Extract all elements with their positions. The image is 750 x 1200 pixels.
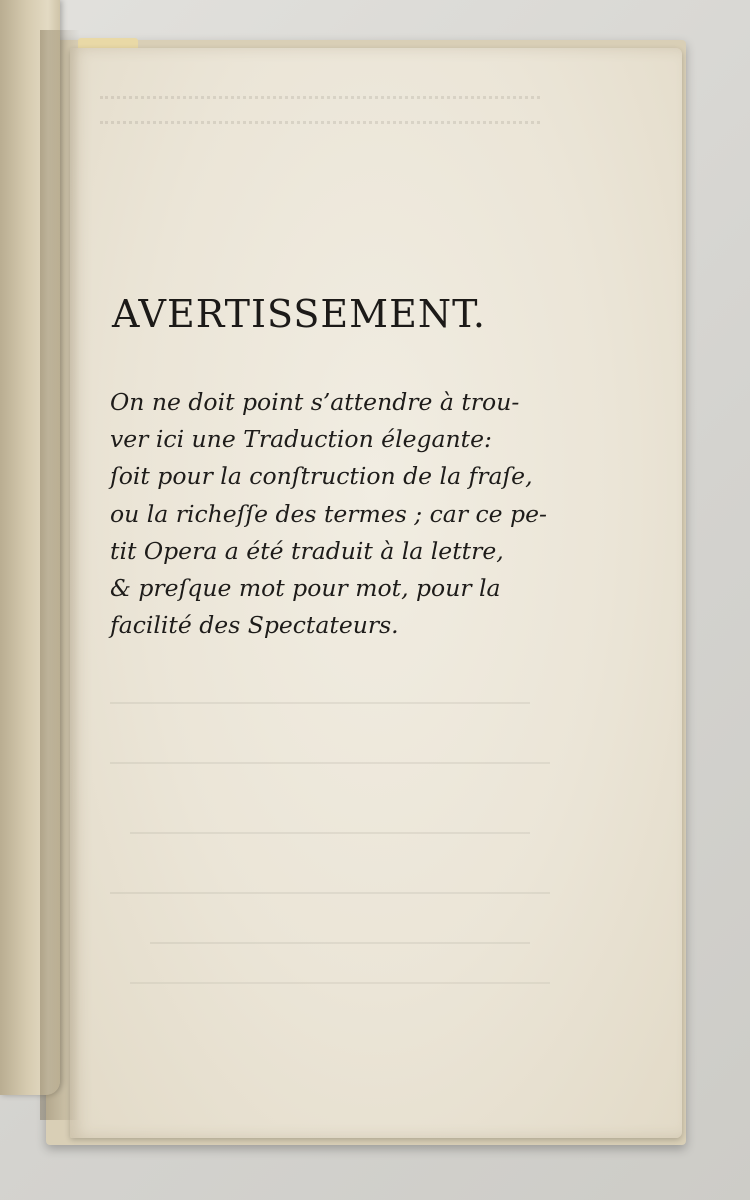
show-through-rule: [130, 818, 530, 834]
page-gutter-shadow: [40, 30, 80, 1120]
show-through-ornament: [100, 96, 540, 124]
text-line: facilité des Spectateurs.: [110, 611, 399, 640]
text-line: ſoit pour la conſtruction de la fraſe,: [110, 462, 533, 491]
show-through-rule: [130, 968, 550, 984]
text-line: tit Opera a été traduit à la lettre,: [110, 536, 504, 565]
show-through-rule: [110, 688, 530, 704]
notice-paragraph: [110, 384, 570, 644]
text-line: ou la richeſſe des termes ; car ce pe-: [110, 499, 547, 528]
show-through-rule: [110, 878, 550, 894]
page-heading: AVERTISSEMENT.: [112, 292, 486, 336]
text-line: & preſque mot pour mot, pour la: [110, 574, 501, 603]
text-line: ver ici une Traduction élegante:: [110, 425, 492, 454]
text-line: On ne doit point s’attendre à trou-: [110, 388, 520, 416]
show-through-rule: [150, 928, 530, 944]
show-through-rule: [110, 748, 550, 764]
